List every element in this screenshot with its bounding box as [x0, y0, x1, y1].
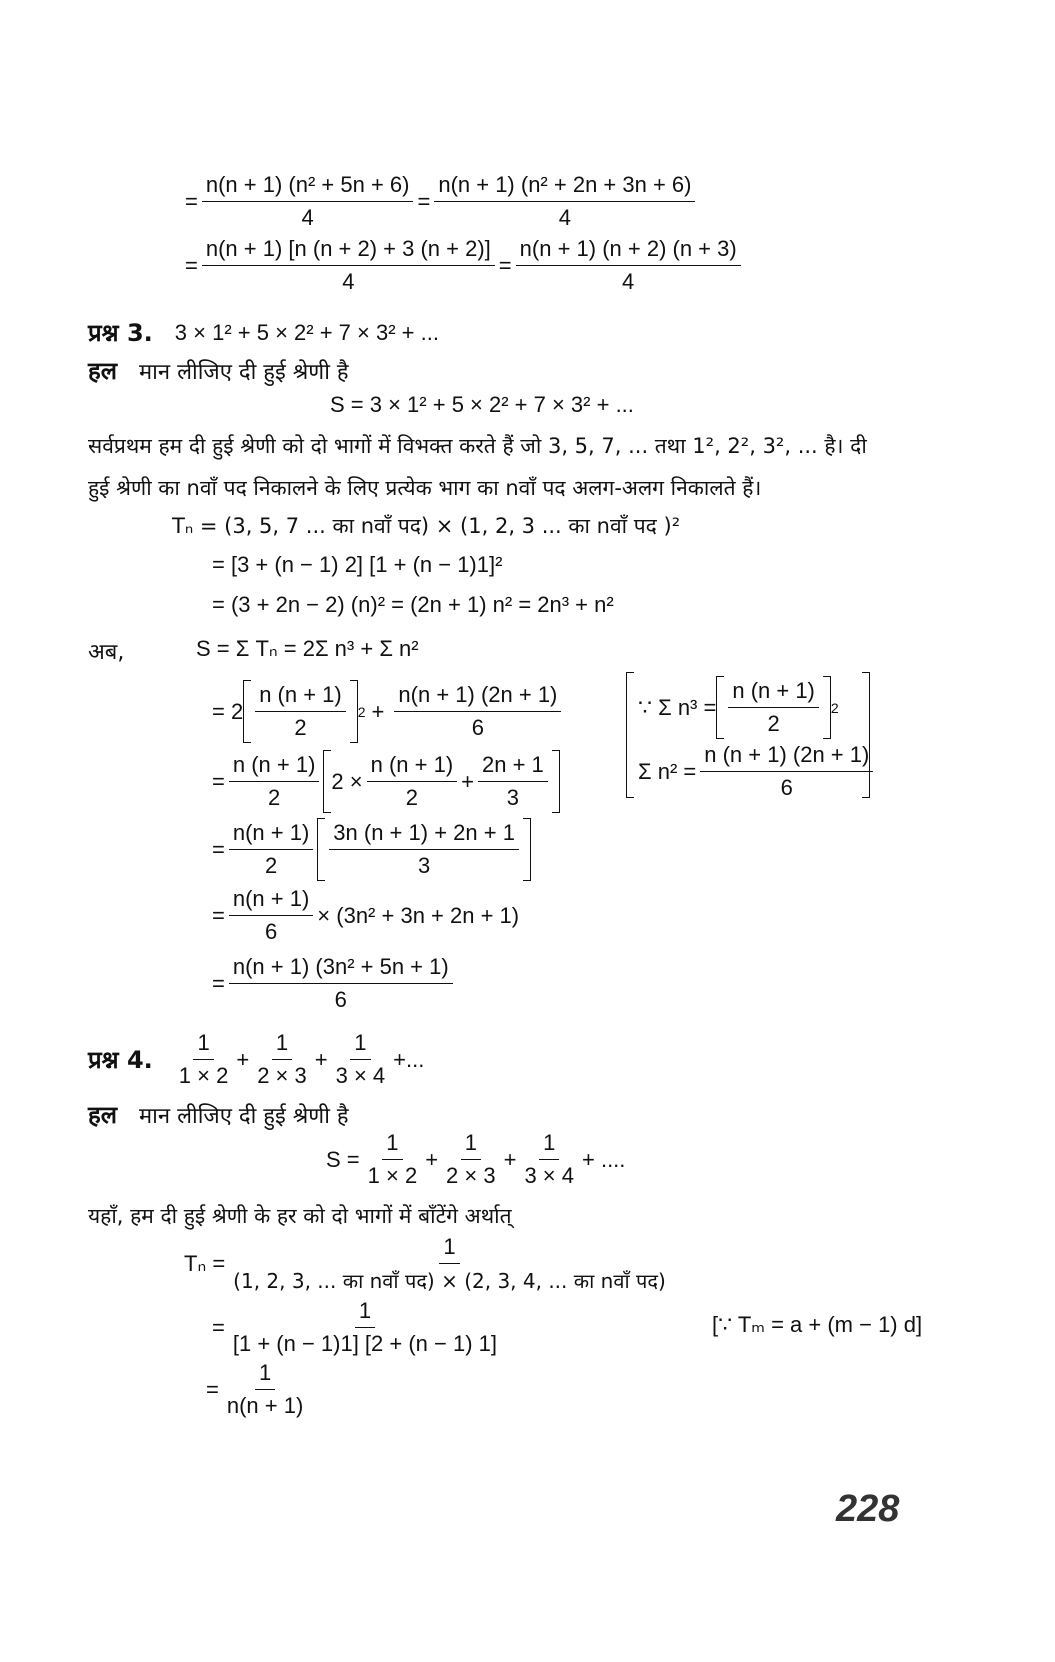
step-3: = $\frac{n(n + 1)}{2}$ $\frac{3n (n + 1) + 2n + 1}{3}$	[212, 820, 531, 879]
fraction: $\frac{1}{1 \times 2}$	[367, 1130, 418, 1188]
fraction: $\frac{1}{2 \times 3}$	[446, 1130, 496, 1188]
fraction: $\frac{1}{2 \times 3}$	[257, 1030, 307, 1088]
square-bracket: 2 × $\frac{n (n + 1)}{2}$ + $\frac{2n + 1}{3}$	[323, 752, 559, 811]
t-line-3: = $\frac{1}{n(n + 1)}$	[206, 1360, 311, 1419]
question-3-header	[88, 316, 439, 349]
fraction: $\frac{\text{n(n + 1) (n² + 5n + 6)}}{4}$	[202, 172, 414, 231]
side-note: [∵ Tₘ = a + (m − 1) d]	[712, 1312, 923, 1337]
fraction: $\frac{1}{3 \times 4}$	[524, 1130, 574, 1188]
series-definition: S = $\frac{1}{1 \times 2}$ + $\frac{1}{2 \times 3}$ + $\frac{1}{3 \times 4}$ + ....	[326, 1130, 626, 1188]
top-line-1: = $\frac{\text{n(n + 1) (n² + 5n + 6)}}{4}$ = $\frac{\text{n(n + 1) (n² + 2n + 3n + 6)}}{4}$	[185, 172, 699, 231]
tn-line-3: = (3 + 2n − 2) (n)² = (2n + 1) n² = 2n³ + n²	[212, 592, 614, 617]
fraction: $\frac{n(n + 1) (2n + 1)}{6}$	[394, 682, 561, 741]
fraction: $\frac{\text{n(n + 1) (3n² + 5n + 1)}}{6}$	[229, 954, 453, 1013]
fraction: $\frac{1}{[1 + (n - 1)1] [2 + (n - 1) 1]}$	[232, 1298, 498, 1356]
fraction: $\frac{1}{3 \times 4}$	[335, 1030, 386, 1088]
step-1: = 2 $\frac{n (n + 1)}{2}$ 2 + $\frac{n(n + 1) (2n + 1)}{6}$	[212, 682, 565, 741]
fraction: $\frac{n(n + 1) [n (n + 2) + 3 (n + 2)]}{4}$	[202, 236, 495, 295]
now-label: अब,	[88, 640, 125, 665]
solution-intro: हल मान लीजिए दी हुई श्रेणी है	[88, 1098, 349, 1131]
question-label: प्रश्न 4.	[88, 1046, 153, 1074]
step-5: = $\frac{\text{n(n + 1) (3n² + 5n + 1)}}{6}$	[212, 954, 457, 1013]
fraction: $\frac{n (n + 1)}{2}$	[229, 752, 320, 811]
t-line-2: = $\frac{1}{[1 + (n - 1)1] [2 + (n - 1) 1]}$	[212, 1298, 505, 1357]
fraction: $\frac{n (n + 1)}{2}$	[255, 682, 346, 741]
fraction: $\frac{\text{n(n + 1) (n² + 2n + 3n + 6)}}{4}$	[434, 172, 695, 231]
series-definition: S = 3 × 1² + 5 × 2² + 7 × 3² + ...	[330, 392, 634, 417]
square-bracket	[716, 678, 831, 737]
left-bracket	[626, 672, 634, 798]
fraction: $\frac{1}{\text{(1, 2, 3, ... का nवाँ पद) × (2, 3, 4, ... का nवाँ पद)}}$	[233, 1234, 666, 1293]
paragraph: हुई श्रेणी का nवाँ पद निकालने के लिए प्रत्येक भाग का nवाँ पद अलग-अलग निकालते हैं।	[88, 476, 762, 500]
fraction: $\frac{n(n + 1)}{6}$	[229, 886, 313, 945]
solution-intro: हल मान लीजिए दी हुई श्रेणी है	[88, 354, 349, 387]
paragraph: सर्वप्रथम हम दी हुई श्रेणी को दो भागों में विभक्त करते हैं जो 3, 5, 7, ... तथा 1², 2², 3², ... है। दी	[88, 434, 867, 458]
fraction: $\frac{n(n + 1)}{2}$	[229, 820, 313, 879]
fraction: $\frac{1}{1 \times 2}$	[178, 1030, 229, 1088]
sum-line: S = Σ Tₙ = 2Σ n³ + Σ n²	[196, 636, 419, 661]
side-formula-1: ∵ Σ n³ = $\frac{n (n + 1)}{2}$ 2	[638, 678, 839, 736]
solution-label: हल	[88, 357, 118, 385]
question-4-header: प्रश्न 4. $\frac{1}{1 \times 2}$ + $\frac{1}{2 \times 3}$ + $\frac{1}{3 \times 4}$ +...	[88, 1030, 425, 1088]
side-formula-box	[626, 672, 870, 800]
fraction: $\frac{n (n + 1)}{2}$	[367, 752, 458, 811]
page-number: 228	[836, 1488, 900, 1530]
tn-line-1: Tₙ = (3, 5, 7 ... का nवाँ पद) × (1, 2, 3 ... का nवाँ पद )²	[172, 514, 681, 538]
fraction: $\frac{2n + 1}{3}$	[478, 752, 548, 811]
fraction: $\frac{3n (n + 1) + 2n + 1}{3}$	[329, 820, 519, 879]
top-line-2: = $\frac{n(n + 1) [n (n + 2) + 3 (n + 2)]}{4}$ = $\frac{n(n + 1) (n + 2) (n + 3)}{4}$	[185, 236, 745, 295]
fraction: $\frac{n (n + 1)}{2}$	[728, 678, 819, 737]
equals: =	[185, 188, 198, 214]
step-4: = $\frac{n(n + 1)}{6}$ × (3n² + 3n + 2n + 1)	[212, 886, 520, 944]
fraction: $\frac{n(n + 1) (n + 2) (n + 3)}{4}$	[516, 236, 741, 295]
paragraph: यहाँ, हम दी हुई श्रेणी के हर को दो भागों में बाँटेंगे अर्थात्	[88, 1204, 512, 1228]
step-2: = $\frac{n (n + 1)}{2}$ 2 × $\frac{n (n + 1)}{2}$ + $\frac{2n + 1}{3}$	[212, 752, 560, 811]
t-line-1: Tₙ = $\frac{1}{\text{(1, 2, 3, ... का nवाँ पद) × (2, 3, 4, ... का nवाँ पद)}}$	[184, 1234, 674, 1294]
series: 3 × 1² + 5 × 2² + 7 × 3² + ...	[174, 319, 439, 345]
side-formula-2: Σ n² = $\frac{n (n + 1) (2n + 1)}{6}$	[638, 742, 877, 801]
question-label: प्रश्न 3.	[88, 319, 153, 347]
fraction: $\frac{1}{n(n + 1)}$	[226, 1360, 304, 1418]
square-bracket	[243, 682, 358, 741]
tn-line-2: = [3 + (n − 1) 2] [1 + (n − 1)1]²	[212, 552, 503, 577]
fraction: $\frac{n (n + 1) (2n + 1)}{6}$	[700, 742, 873, 801]
solution-label: हल	[88, 1101, 118, 1129]
square-bracket	[317, 820, 531, 879]
